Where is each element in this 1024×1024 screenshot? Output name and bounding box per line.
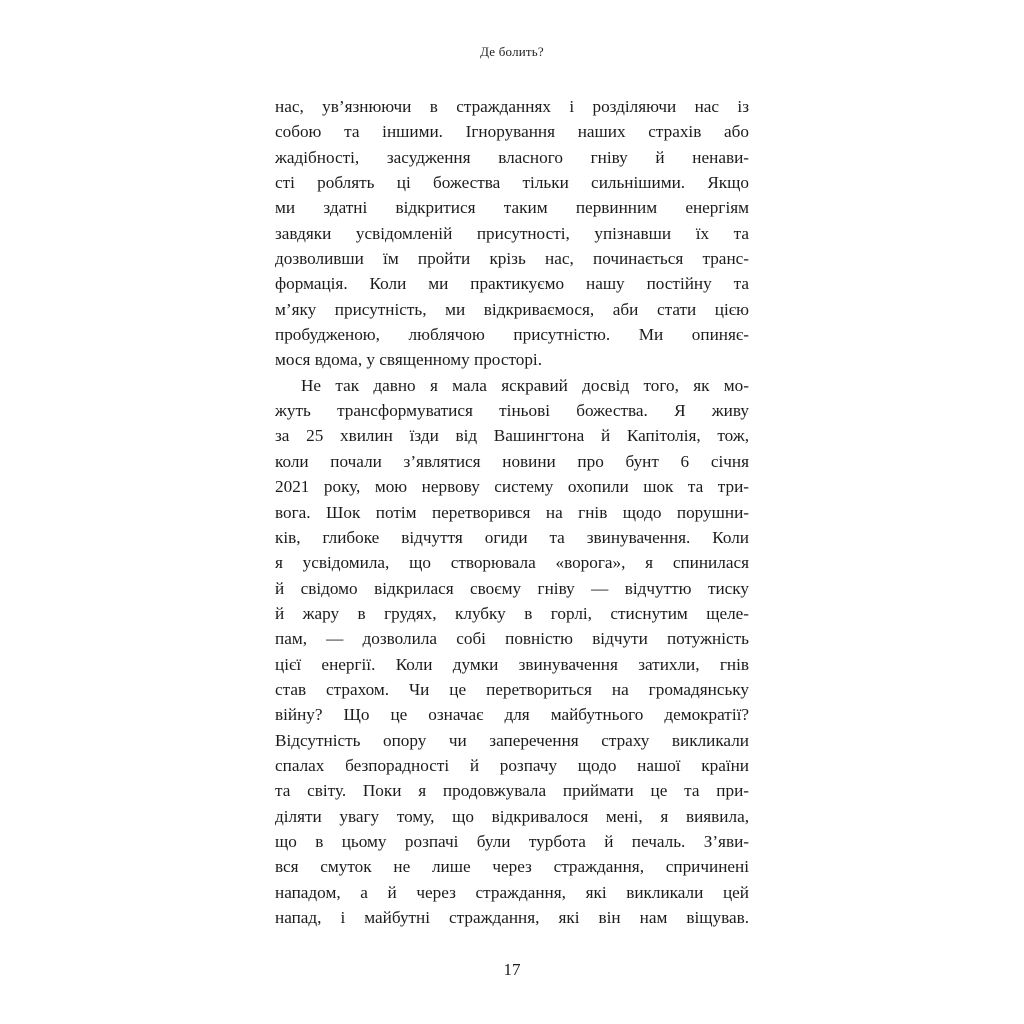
text-line: вога. Шок потім перетворився на гнів щодо порушни- xyxy=(275,502,749,522)
text-line: завдяки усвідомленій присутності, упізнавши їх та xyxy=(275,223,749,243)
text-line: діляти увагу тому, що відкривалося мені, я виявила, xyxy=(275,806,749,826)
text-line: м’яку присутність, ми відкриваємося, аби стати цією xyxy=(275,299,749,319)
text-line: за 25 хвилин їзди від Вашингтона й Капітолія, тож, xyxy=(275,426,749,446)
text-line: війну? Що це означає для майбутнього демократії? xyxy=(275,705,749,725)
text-line: Не так давно я мала яскравий досвід того, як мо- xyxy=(301,375,749,395)
text-line: Відсутність опору чи заперечення страху викликали xyxy=(275,730,749,750)
text-line: коли почали з’являтися новини про бунт 6 січня xyxy=(275,451,749,471)
text-line: формація. Коли ми практикуємо нашу постійну та xyxy=(275,274,749,294)
paragraph xyxy=(275,94,749,373)
text-line: пам, — дозволила собі повністю відчути потужність xyxy=(275,629,749,649)
text-line: цієї енергії. Коли думки звинувачення затихли, гнів xyxy=(275,654,749,674)
text-line: сті роблять ці божества тільки сильнішими. Якщо xyxy=(275,173,749,193)
text-line: став страхом. Чи це перетвориться на громадянську xyxy=(275,679,749,699)
text-line: й жару в грудях, клубку в горлі, стиснутим щеле- xyxy=(275,603,749,623)
text-line: пробудженою, люблячою присутністю. Ми опиняє- xyxy=(275,325,749,345)
text-line: я усвідомила, що створювала «ворога», я спинилася xyxy=(275,553,749,573)
text-line: мося вдома, у священному просторі. xyxy=(275,350,543,370)
text-line: ків, глибоке відчуття огиди та звинувачення. Коли xyxy=(275,527,749,547)
text-line: жадібності, засудження власного гніву й ненави- xyxy=(275,147,749,167)
paragraph xyxy=(275,373,749,931)
text-line: й свідомо відкрилася своєму гніву — відчуттю тиску xyxy=(275,578,749,598)
running-head: Де болить? xyxy=(480,44,544,59)
text-line: нас, ув’язнюючи в стражданнях і розділяючи нас із xyxy=(275,97,749,116)
text-line: спалах безпорадності й розпачу щодо нашої країни xyxy=(275,755,749,775)
text-line: вся смуток не лише через страждання, спричинені xyxy=(275,857,749,877)
text-line: що в цьому розпачі були турбота й печаль. З’яви- xyxy=(275,831,749,851)
text-line: дозволивши їм пройти крізь нас, починається транс- xyxy=(275,249,749,269)
text-line: ми здатні відкритися таким первинним енергіям xyxy=(275,198,749,218)
text-line: напад, і майбутні страждання, які він нам віщував. xyxy=(275,908,749,927)
page-number: 17 xyxy=(503,960,521,979)
text-line: та світу. Поки я продовжувала приймати це та при- xyxy=(275,781,749,801)
text-line: нападом, а й через страждання, які викликали цей xyxy=(275,882,749,902)
text-line: собою та іншими. Ігнорування наших страхів або xyxy=(275,122,749,142)
body-text xyxy=(275,94,749,930)
text-line: жуть трансформуватися тіньові божества. Я живу xyxy=(275,401,749,421)
text-line: 2021 року, мою нервову систему охопили шок та три- xyxy=(275,477,749,497)
